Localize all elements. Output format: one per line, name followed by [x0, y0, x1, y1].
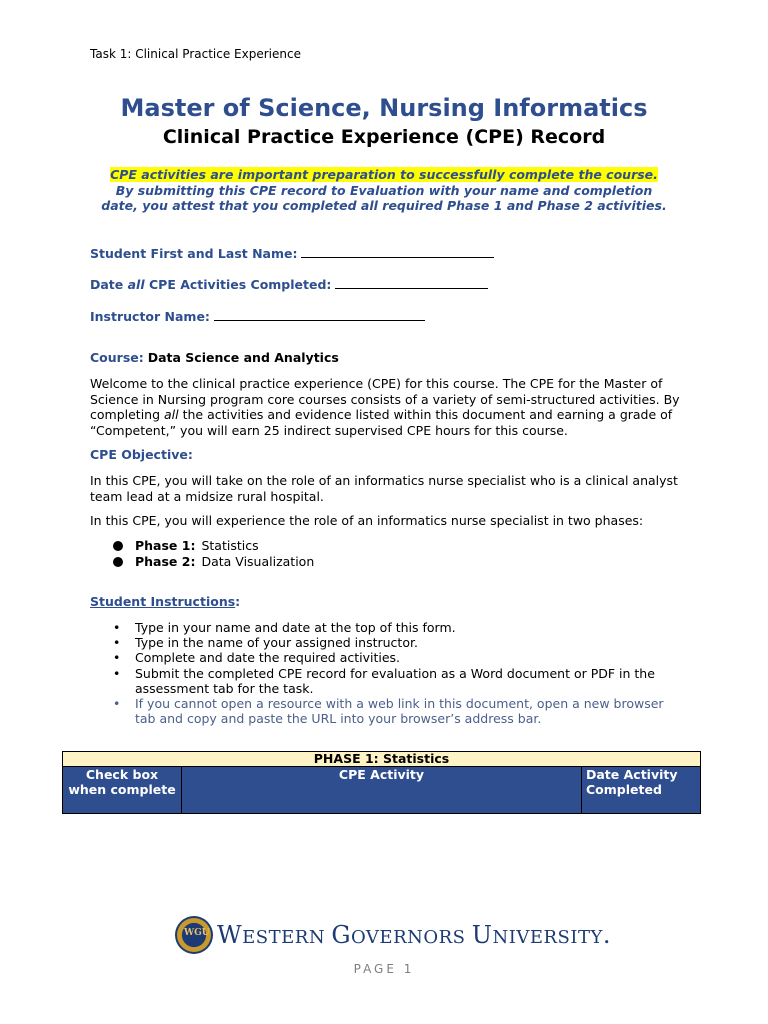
document-title: Master of Science, Nursing Informatics — [120, 94, 648, 122]
welcome-paragraph — [90, 376, 690, 438]
instructions-list — [113, 620, 683, 726]
course-value: Data Science and Analytics — [147, 350, 339, 365]
bullet-icon — [113, 541, 123, 551]
objective-paragraph-2: In this CPE, you will experience the role of an informatics nurse specialist in two phases: — [90, 513, 644, 528]
document-subtitle: Clinical Practice Experience (CPE) Record — [162, 126, 606, 148]
phase-value: Data Visualization — [201, 554, 315, 569]
bullet-icon: • — [113, 696, 121, 712]
instruction-text: Type in the name of your assigned instructor. — [135, 635, 418, 651]
instructor-name-line[interactable] — [214, 308, 425, 321]
phase-table-title: PHASE 1: Statistics — [63, 752, 701, 767]
phase-item — [113, 538, 314, 554]
welcome-a: Welcome to the clinical practice experience (CPE) for this course. The CPE for the Master of Science in Nursing program core courses consists of a variety of semi-structured activities. By completing — [90, 376, 680, 422]
phase-item — [113, 554, 314, 570]
objective-heading: CPE Objective: — [90, 447, 193, 462]
notice-line-2: By submitting this CPE record to Evaluation with your name and completion — [115, 182, 653, 198]
wgu-wordmark: WESTERN GOVERNORS UNIVERSITY. — [217, 921, 611, 949]
instruction-text: Submit the completed CPE record for evaluation as a Word document or PDF in the assessment tab for the task. — [135, 665, 655, 696]
wgu-logo — [175, 915, 611, 959]
course-label: Course: — [90, 350, 144, 365]
phase-label: Phase 2: — [135, 554, 196, 569]
instruction-item — [113, 696, 683, 726]
instruction-item — [113, 635, 683, 650]
completion-date-line[interactable] — [335, 276, 488, 289]
course-line — [90, 350, 339, 365]
instruction-item — [113, 666, 683, 696]
date-label-em: all — [127, 277, 145, 292]
date-column-header: Date Activity Completed — [582, 767, 701, 814]
bullet-icon: • — [113, 635, 121, 651]
phase-1-table — [62, 751, 701, 814]
date-label-b: CPE Activities Completed: — [144, 277, 332, 292]
checkbox-column-header: Check box when complete — [63, 767, 182, 814]
welcome-b: the activities and evidence listed within this document and earning a grade of “Competent,” you will earn 25 indirect supervised CPE hours for this course. — [90, 407, 673, 438]
bullet-icon: • — [113, 665, 121, 681]
page-number: PAGE 1 — [353, 962, 415, 976]
instructor-name-field[interactable] — [90, 308, 425, 324]
student-name-line[interactable] — [301, 245, 494, 258]
instructions-heading-text: Student Instructions — [90, 594, 236, 609]
student-name-field[interactable] — [90, 245, 494, 261]
phase-value: Statistics — [201, 538, 259, 553]
instruction-text: If you cannot open a resource with a web link in this document, open a new browser tab and copy and paste the URL into your browser’s address bar. — [135, 696, 664, 727]
welcome-em: all — [164, 407, 179, 422]
instructor-name-label: Instructor Name: — [90, 309, 210, 324]
phase-label: Phase 1: — [135, 538, 196, 553]
bullet-icon — [113, 557, 123, 567]
attestation-notice — [0, 167, 768, 214]
highlighted-notice: CPE activities are important preparation to successfully complete the course. — [110, 167, 658, 182]
instruction-text: Complete and date the required activities. — [135, 650, 401, 666]
wgu-seal-icon: WGU — [175, 916, 213, 954]
completion-date-field[interactable] — [90, 276, 488, 292]
bullet-icon: • — [113, 650, 121, 666]
header-note: Task 1: Clinical Practice Experience — [90, 47, 301, 61]
instruction-text: Type in your name and date at the top of this form. — [135, 620, 456, 635]
instruction-item — [113, 650, 683, 665]
activity-column-header: CPE Activity — [182, 767, 582, 814]
objective-paragraph-1: In this CPE, you will take on the role of an informatics nurse specialist who is a clinical analyst team lead at a midsize rural hospital. — [90, 473, 678, 504]
student-name-label: Student First and Last Name: — [90, 246, 298, 261]
instructions-heading — [90, 594, 240, 609]
date-label-a: Date — [90, 277, 128, 292]
instructions-heading-colon: : — [235, 594, 241, 609]
instruction-item — [113, 620, 683, 635]
notice-line-3: date, you attest that you completed all required Phase 1 and Phase 2 activities. — [101, 198, 667, 213]
bullet-icon: • — [113, 620, 121, 635]
phase-list — [113, 538, 314, 570]
